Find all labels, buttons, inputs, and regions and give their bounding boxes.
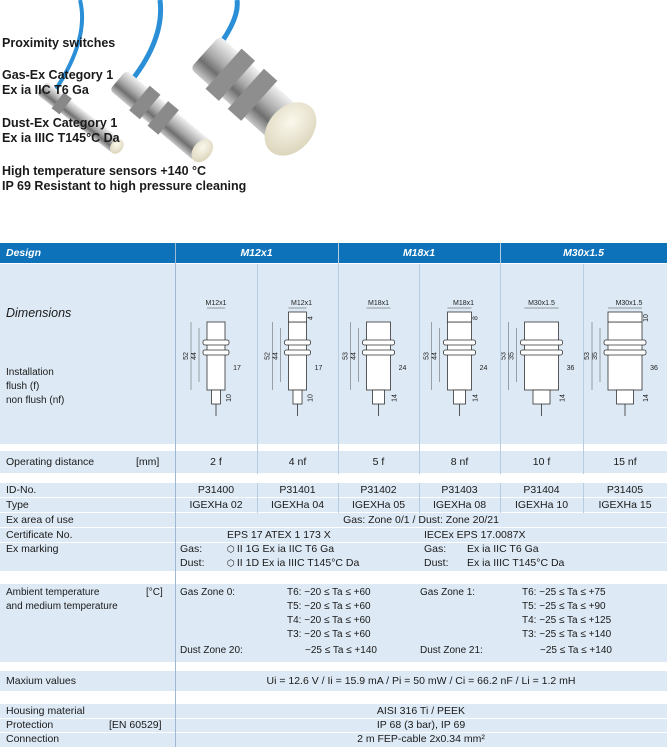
dimension-label: 4 — [307, 316, 315, 320]
dimension-label: 10 — [307, 394, 315, 402]
sensor-body — [608, 322, 642, 390]
dimension-label: 24 — [479, 365, 488, 372]
ex-hexagon-icon: ⬡ — [227, 557, 235, 568]
dimension-label: M12x1 — [205, 300, 227, 307]
intro-high-temp: High temperature sensors +140 °C — [2, 164, 207, 178]
sensor-nut — [444, 340, 476, 345]
dimension-label: 14 — [559, 394, 567, 402]
sensor-body — [448, 322, 472, 390]
dimension-label: M18x1 — [452, 300, 475, 307]
sensor-tail — [454, 390, 466, 404]
ambient-label-2: and medium temperature — [6, 601, 118, 612]
ambient-label: Ambient temperature — [6, 587, 100, 598]
sensor-nut — [363, 340, 395, 345]
marking-gas-value: ⬡ II 1G Ex ia IIC T6 Ga — [227, 543, 335, 555]
dimension-label: M18x1 — [367, 300, 390, 307]
sensor-cap — [608, 312, 642, 322]
sensor-drawing — [343, 300, 407, 416]
type-value: IGEXHa 15 — [598, 499, 652, 511]
connection-value: 2 m FEP-cable 2x0.34 mm² — [357, 733, 485, 745]
sensor-nut — [203, 350, 229, 355]
protection-label: Protection — [6, 719, 54, 731]
dimension-label: 10 — [643, 314, 650, 322]
dimension-label: 14 — [643, 394, 650, 402]
sensor-drawing — [501, 300, 575, 416]
zone21-value: −25 ≤ Ta ≤ +140 — [540, 645, 612, 656]
sensor-nut — [604, 340, 646, 345]
ambient-section — [0, 584, 667, 662]
marking-gas2-value: Ex ia IIC T6 Ga — [467, 543, 539, 555]
operating-value: 5 f — [372, 456, 385, 468]
dimension-label: 44 — [191, 352, 198, 360]
id-value: P31401 — [279, 484, 316, 496]
zone0-value: T5: −20 ≤ Ta ≤ +60 — [287, 601, 371, 612]
marking-dust2-value: Ex ia IIIC T145°C Da — [467, 557, 565, 569]
ex-area-value: Gas: Zone 0/1 / Dust: Zone 20/21 — [343, 514, 499, 526]
operating-value: 2 f — [210, 456, 222, 468]
dimension-label: 10 — [226, 394, 233, 402]
ex-area-label: Ex area of use — [6, 514, 74, 526]
dimensions-title: Dimensions — [6, 306, 72, 320]
marking-gas-label: Gas: — [180, 543, 203, 555]
intro-dust-marking: Ex ia IIIC T145°C Da — [2, 131, 120, 145]
zone0-value: T4: −20 ≤ Ta ≤ +60 — [287, 615, 371, 626]
dimension-label: M30x1.5 — [615, 300, 643, 307]
sensor-tail — [533, 390, 550, 404]
dimension-label: 53 — [584, 352, 591, 360]
sensor-nut — [363, 350, 395, 355]
header-m18: M18x1 — [402, 247, 436, 259]
dimension-label: M12x1 — [290, 300, 313, 307]
sensor-tail — [373, 390, 385, 404]
sensor-cap — [289, 312, 307, 322]
zone1-value: T6: −25 ≤ Ta ≤ +75 — [522, 587, 606, 598]
ex-hexagon-icon: ⬡ — [227, 543, 235, 554]
dimension-label: 14 — [472, 394, 480, 402]
dimension-label: 53 — [423, 352, 431, 360]
sensor-body — [207, 322, 225, 390]
zone1-value: T4: −25 ≤ Ta ≤ +125 — [522, 615, 612, 626]
id-value: P31400 — [197, 484, 235, 496]
installation-label: Installation — [6, 367, 54, 378]
certificate-iecex: IECEx EPS 17.0087X — [424, 529, 526, 541]
header-m12: M12x1 — [240, 247, 273, 259]
id-value: P31404 — [523, 484, 560, 496]
dimension-label: 14 — [391, 394, 399, 402]
certificate-atex: EPS 17 ATEX 1 173 X — [227, 529, 331, 541]
header-design: Design — [6, 247, 42, 259]
flush-label: flush (f) — [6, 381, 40, 392]
intro-ip69: IP 69 Resistant to high pressure cleaning — [2, 179, 247, 193]
zone0-value: T6: −20 ≤ Ta ≤ +60 — [287, 587, 371, 598]
sensor-nut — [285, 340, 311, 345]
operating-value: 15 nf — [613, 456, 637, 468]
sensor-nut — [521, 340, 563, 345]
id-value: P31405 — [606, 484, 644, 496]
sensor-drawing — [265, 300, 323, 416]
dimension-label: 53 — [342, 352, 350, 360]
nonflush-label: non flush (nf) — [6, 395, 65, 406]
header-m30: M30x1.5 — [563, 247, 604, 259]
type-value: IGEXHa 04 — [270, 499, 325, 511]
zone1-value: T5: −25 ≤ Ta ≤ +90 — [522, 601, 606, 612]
dimension-label: 44 — [272, 352, 280, 360]
sensor-nut — [444, 350, 476, 355]
marking-dust-value: ⬡ II 1D Ex ia IIIC T145°C Da — [227, 557, 360, 569]
maximum-row — [0, 671, 667, 691]
operating-value: 8 nf — [450, 456, 469, 468]
sensor-drawing — [424, 300, 488, 416]
dimension-label: 53 — [500, 352, 508, 360]
marking-label: Ex marking — [6, 543, 59, 555]
sensor-nut — [203, 340, 229, 345]
sensor-drawing — [183, 300, 241, 416]
protection-unit: [EN 60529] — [109, 719, 162, 731]
id-value: P31402 — [360, 484, 397, 496]
protection-value: IP 68 (3 bar), IP 69 — [376, 719, 466, 731]
connection-label: Connection — [6, 733, 60, 745]
sensor-tail — [617, 390, 634, 404]
housing-value: AISI 316 Ti / PEEK — [376, 705, 466, 717]
marking-dust2-label: Dust: — [424, 557, 449, 569]
sensor-tail — [212, 390, 221, 404]
intro-title: Proximity switches — [2, 36, 116, 50]
type-value: IGEXHa 08 — [432, 499, 487, 511]
sensor-body — [525, 322, 559, 390]
sensor-cap — [448, 312, 472, 322]
sensor-nut — [285, 350, 311, 355]
dimension-label: 24 — [398, 365, 407, 372]
dimension-label: 52 — [264, 352, 272, 360]
zone0-value: T3: −20 ≤ Ta ≤ +60 — [287, 629, 371, 640]
gas-zone0-label: Gas Zone 0: — [180, 587, 236, 598]
sensor-drawing — [584, 300, 658, 416]
zone20-value: −25 ≤ Ta ≤ +140 — [305, 645, 377, 656]
type-value: IGEXHa 10 — [514, 499, 569, 511]
type-value: IGEXHa 02 — [189, 499, 243, 511]
dimension-label: 36 — [566, 365, 575, 372]
dimension-label: 44 — [431, 352, 439, 360]
intro-dust-category: Dust-Ex Category 1 — [2, 116, 118, 130]
dust-zone20-label: Dust Zone 20: — [180, 645, 243, 656]
dimension-drawings — [175, 264, 667, 444]
housing-label: Housing material — [6, 705, 85, 717]
intro-gas-category: Gas-Ex Category 1 — [2, 68, 114, 82]
zone1-value: T3: −25 ≤ Ta ≤ +140 — [522, 629, 612, 640]
gas-zone1-label: Gas Zone 1: — [420, 587, 476, 598]
dimension-label: 44 — [350, 352, 358, 360]
operating-value: 4 nf — [288, 456, 307, 468]
sensor-body — [289, 322, 307, 390]
dimension-label: 35 — [508, 352, 516, 360]
dimension-label: 8 — [472, 316, 480, 320]
sensor-body — [367, 322, 391, 390]
operating-unit: [mm] — [136, 456, 160, 468]
intro-gas-marking: Ex ia IIC T6 Ga — [2, 83, 89, 97]
dimension-label: 36 — [650, 365, 658, 372]
material-section — [0, 704, 667, 747]
table-header — [0, 243, 667, 263]
ambient-unit: [°C] — [146, 587, 163, 598]
dimension-label: 52 — [183, 352, 190, 360]
maximum-label: Maxium values — [6, 675, 77, 687]
operating-value: 10 f — [532, 456, 551, 468]
dimension-label: 17 — [233, 365, 241, 372]
id-label: ID-No. — [6, 484, 37, 496]
dimension-label: 35 — [592, 352, 599, 360]
marking-dust-label: Dust: — [180, 557, 205, 569]
type-value: IGEXHa 05 — [351, 499, 406, 511]
dust-zone21-label: Dust Zone 21: — [420, 645, 483, 656]
marking-gas2-label: Gas: — [424, 543, 447, 555]
type-label: Type — [6, 499, 29, 511]
maximum-value: Ui = 12.6 V / Ii = 15.9 mA / Pi = 50 mW / Ci = 66.2 nF / Li = 1.2 mH — [266, 675, 576, 687]
sensor-tail — [293, 390, 302, 404]
operating-label: Operating distance — [6, 456, 95, 468]
operating-row — [0, 451, 667, 473]
sensor-nut — [521, 350, 563, 355]
sensor-nut — [604, 350, 646, 355]
dimension-label: M30x1.5 — [528, 300, 555, 307]
id-value: P31403 — [441, 484, 478, 496]
certificate-label: Certificate No. — [6, 529, 73, 541]
dimension-label: 17 — [314, 365, 323, 372]
